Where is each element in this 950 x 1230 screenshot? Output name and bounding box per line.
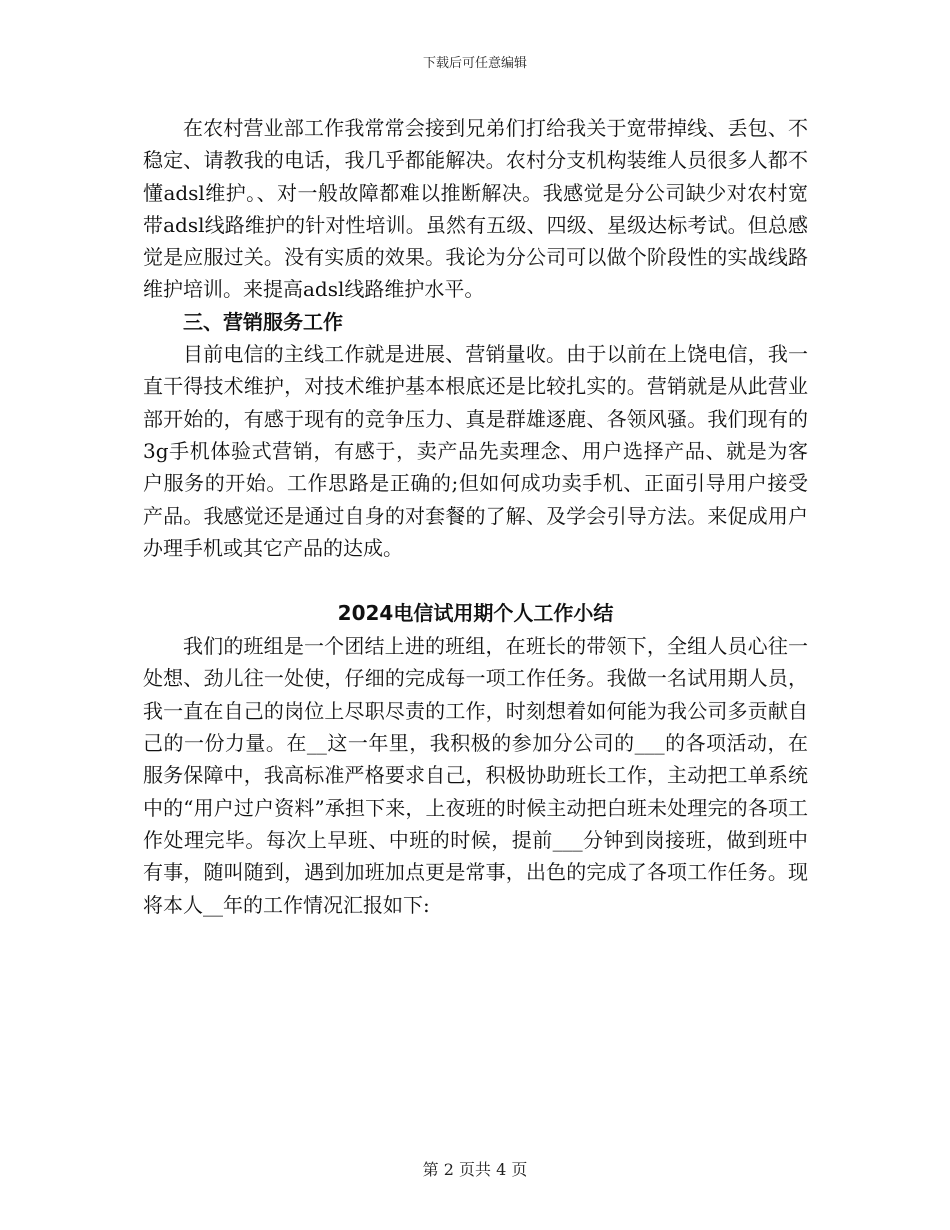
paragraph-summary: 我们的班组是一个团结上进的班组，在班长的带领下，全组人员心往一处想、劲儿往一处使，仔细的完成每一项工作任务。我做一名试用期人员，我一直在自己的岗位上尽职尽责的工作，时刻想着如何能为我公司多贡献自己的一份力量。在__这一年里，我积极的参加分公司的___的各项活动，在服务保障中，我高标准严格要求自己，积极协助班长工作，主动把工单系统中的“用户过户资料”承担下来，上夜班的时候主动把白班未处理完的各项工作处理完毕。每次上早班、中班的时候，提前___分钟到岗接班，做到班中有事，随叫随到，遇到加班加点更是常事，出色的完成了各项工作任务。现将本人__年的工作情况汇报如下: xyxy=(143,634,808,917)
page-footer: 第 2 页共 4 页 xyxy=(422,1160,528,1179)
page-header: 下载后可任意编辑 xyxy=(422,56,527,71)
section-heading-marketing: 三、营销服务工作 xyxy=(183,309,343,334)
paragraph-marketing: 目前电信的主线工作就是进展、营销量收。由于以前在上饶电信，我一直干得技术维护，对技术维护基本根底还是比较扎实的。营销就是从此营业部开始的，有感于现有的竞争压力、真是群雄逐鹿、各领风骚。我们现有的3g手机体验式营销，有感于，卖产品先卖理念、用户选择产品、就是为客户服务的开始。工作思路是正确的;但如何成功卖手机、正面引导用户接受产品。我感觉还是通过自身的对套餐的了解、及学会引导方法。来促成用户办理手机或其它产品的达成。 xyxy=(143,342,808,560)
article-title: 2024电信试用期个人工作小结 xyxy=(337,601,614,626)
paragraph-rural-broadband: 在农村营业部工作我常常会接到兄弟们打给我关于宽带掉线、丢包、不稳定、请教我的电话，我几乎都能解决。农村分支机构装维人员很多人都不懂adsl维护。、对一般故障都难以推断解决。我感觉是分公司缺少对农村宽带adsl线路维护的针对性培训。虽然有五级、四级、星级达标考试。但总感觉是应服过关。没有实质的效果。我论为分公司可以做个阶段性的实战线路维护培训。来提高adsl线路维护水平。 xyxy=(143,116,808,302)
document-body xyxy=(143,112,808,921)
